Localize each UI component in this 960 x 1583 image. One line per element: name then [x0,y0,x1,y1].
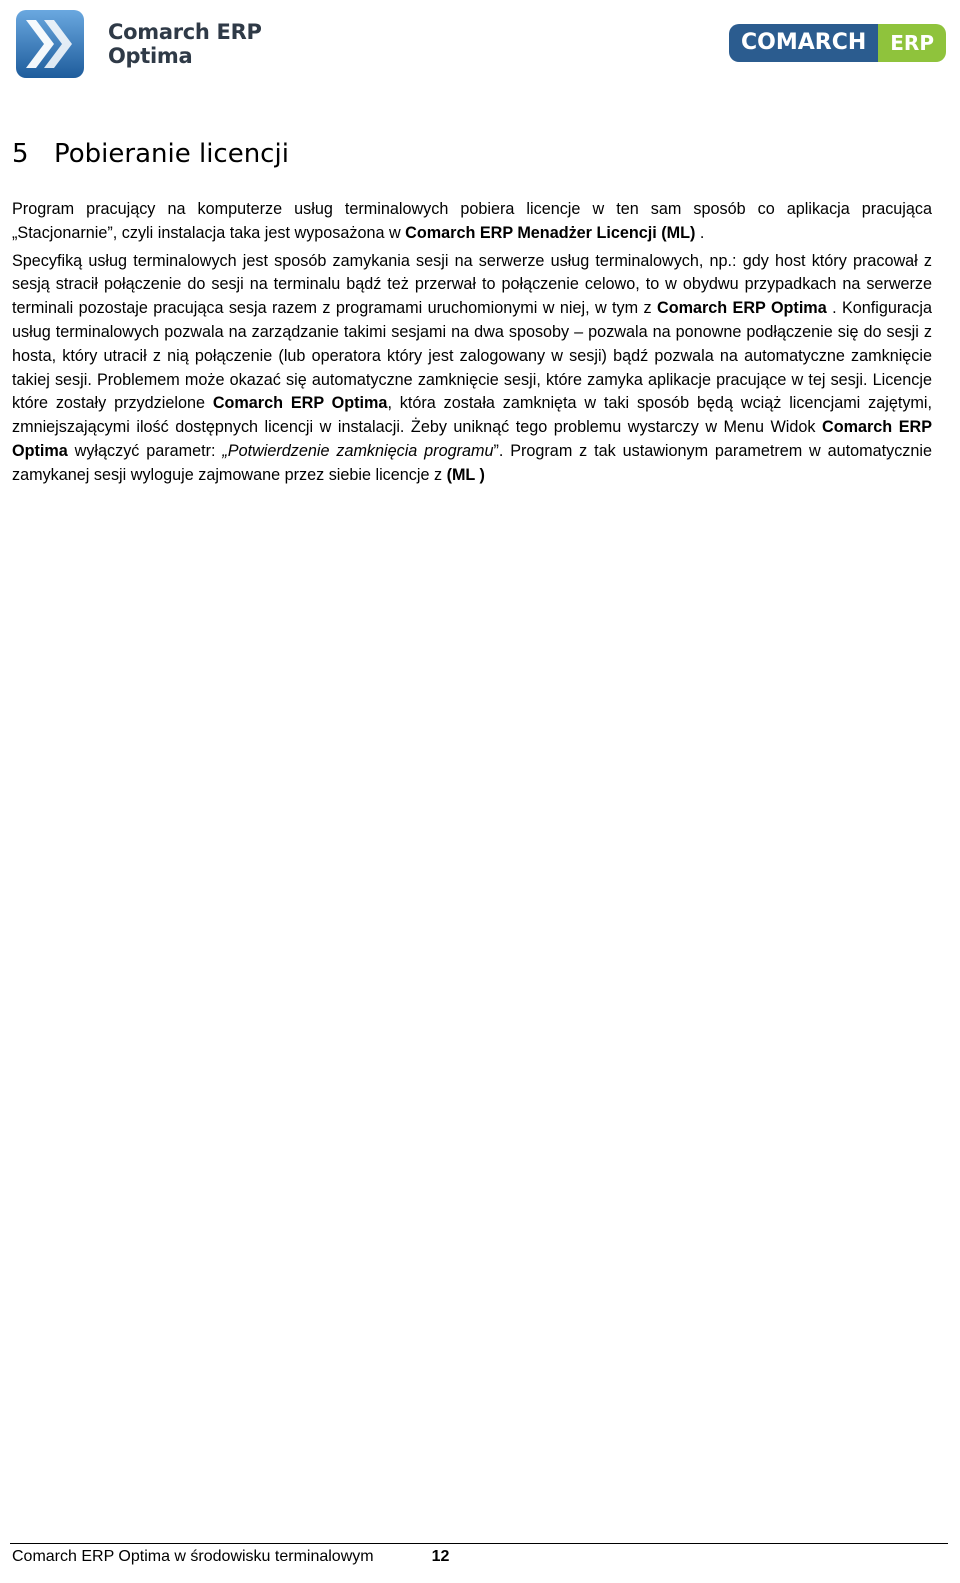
logo-line1: Comarch ERP [108,20,262,44]
footer-text: Comarch ERP Optima w środowisku terminalowym [12,1548,374,1565]
paragraph-2 [12,250,932,488]
bold-run: Comarch ERP Optima [212,394,388,413]
bold-run: (ML ) [446,465,485,484]
page-header [0,0,960,100]
optima-logo-icon [14,8,86,80]
document-body [12,130,932,488]
page-footer [12,1546,449,1568]
text-run: wyłączyć parametr: [67,441,223,460]
section-title: Pobieranie licencji [54,139,289,169]
text-run: . [695,223,705,242]
bold-run: Comarch ERP Menadżer Licencji (ML) [405,223,696,242]
text-run: Program pracujący na komputerze usług terminalowych pobiera licencje w ten sam sposób co aplikacja pracująca „Stacjonarnie”, czyli instalacja taka jest wyposażona w [12,200,932,242]
italic-run: „Potwierdzenie zamknięcia programu [222,441,494,460]
page-number: 12 [431,1548,450,1565]
text-run: Specyfiką usług terminalowych jest sposób zamykania sesji na serwerze usług terminalowych, np.: gdy host który pracował z sesją stracił połączenie do sesji na terminalu bądź też przerwał to połączenie celowo, to w obydwu przypadkach na serwerze terminali pozostaje pracująca sesja razem z programami uruchomionymi w niej, w tym z [12,251,932,318]
brand-logo-text: COMARCH [729,24,878,62]
text-run: . Konfiguracja usług terminalowych pozwala na zarządzanie takimi sesjami na dwa sposoby – pozwala na ponowne podłączenie się do sesji z hosta, który utracił z nią połączenie (lub operatora który jest zalogowany w sesji) bądź pozwala na automatyczne zamknięcie takiej sesji. Problemem może okazać się automatyczne zamknięcie sesji, które zamyka aplikacje pracujące w tej sesji. Licencje które zostały przydzielone [12,299,932,413]
bold-run: Comarch ERP Optima [657,299,827,318]
brand-logo-suffix: ERP [878,24,946,62]
comarch-erp-optima-logo [14,8,262,80]
section-heading [12,130,932,178]
paragraph-1 [12,198,932,246]
text-run: , która została zamknięta w taki sposób będą wciąż licencjami zajętymi, zmniejszającymi ilość dostępnych licencji w instalacji. Żeby uniknąć tego problemu wystarczy w Menu Widok [12,394,932,437]
section-number: 5 [12,139,29,169]
logo-line2: Optima [108,44,193,68]
footer-divider [10,1543,948,1544]
bold-run: Comarch ERP Optima [12,418,932,460]
text-run: ”. Program z tak ustawionym parametrem w automatycznie zamykanej sesji wyloguje zajmowane przez siebie licencje z [12,441,932,484]
comarch-erp-brand-logo [729,24,946,62]
